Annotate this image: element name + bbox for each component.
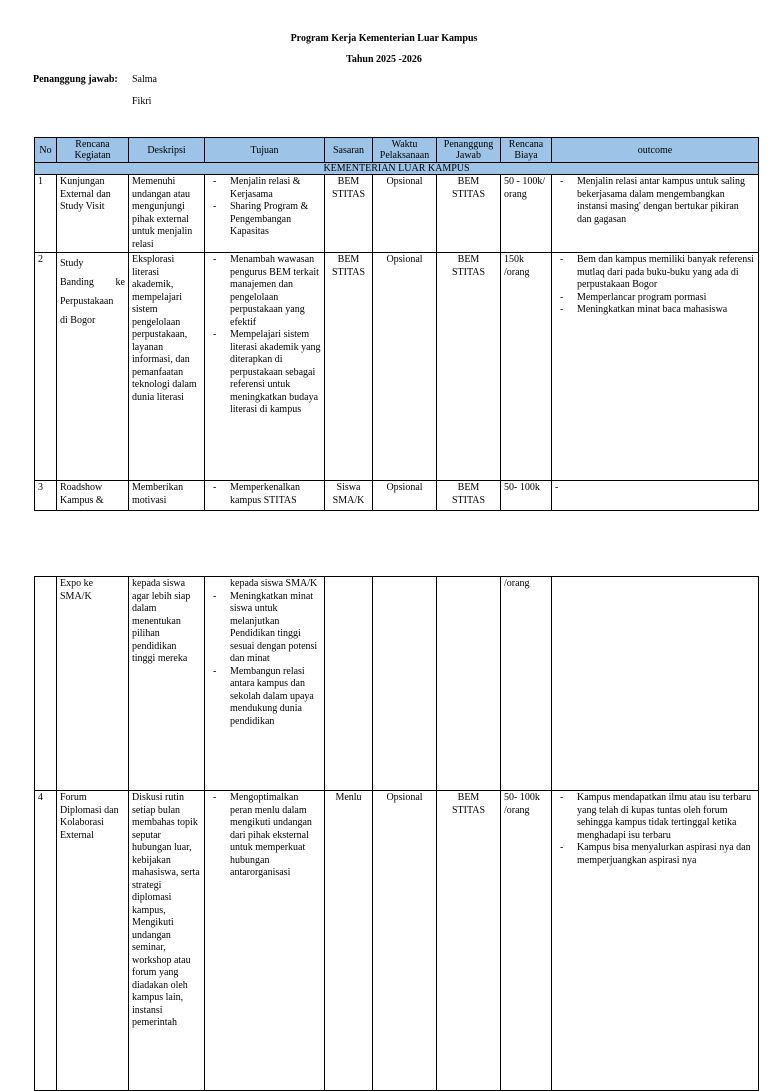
table-row — [35, 577, 759, 791]
row-outcome — [552, 791, 759, 1091]
row-kegiatan: Kunjungan External dan Study Visit — [57, 175, 129, 253]
document-year: Tahun 2025 -2026 — [346, 54, 422, 65]
program-table-continued — [34, 576, 759, 1091]
row-pj: BEM STITAS — [437, 481, 501, 511]
row-outcome — [552, 253, 759, 481]
outcome-item: - Kampus bisa menyalurkan aspirasi nya dan memperjuangkan aspirasi nya — [555, 842, 755, 867]
row-deskripsi: Eksplorasi literasi akademik, mempelajari sistem pengelolaan perpustakaan, layanan informasi, dan pemanfaatan teknologi dalam dunia literasi — [129, 253, 205, 481]
row-biaya: 50 - 100k/ orang — [501, 175, 552, 253]
tujuan-item: - Mempelajari sistem literasi akademik yang diterapkan di perpustakaan sebagai referensi untuk meningkatkan budaya literasi di kampus — [208, 329, 321, 417]
row-no: 1 — [35, 175, 57, 253]
header-outcome: outcome — [552, 138, 759, 163]
header-no: No — [35, 138, 57, 163]
tujuan-item: - Meningkatkan minat siswa untuk melanjutkan Pendidikan tinggi sesuai dengan potensi dan minat — [208, 591, 321, 666]
outcome-item: - Meningkatkan minat baca mahasiswa — [555, 304, 755, 317]
header-pj: Penanggung Jawab — [437, 138, 501, 163]
row-biaya: 50- 100k /orang — [501, 791, 552, 1091]
row-kegiatan — [57, 253, 129, 481]
row-waktu — [373, 577, 437, 791]
table-row — [35, 481, 759, 511]
row-deskripsi: Diskusi rutin setiap bulan membahas topik seputar hubungan luar, kebijakan mahasiswa, serta strategi diplomasi kampus, Mengikuti undangan seminar, workshop atau forum yang diadakan oleh kampus lain, instansi pemerintah — [129, 791, 205, 1091]
row-sasaran: BEM STITAS — [325, 175, 373, 253]
row-kegiatan: Expo ke SMA/K — [57, 577, 129, 791]
row-tujuan — [205, 253, 325, 481]
row-biaya: /orang — [501, 577, 552, 791]
row-waktu: Opsional — [373, 481, 437, 511]
outcome-item: - Kampus mendapatkan ilmu atau isu terbaru yang telah di kupas tuntas oleh forum sehingga kampus tidak tertinggal ketika menghadapi isu terbaru — [555, 792, 755, 842]
row-tujuan — [205, 791, 325, 1091]
tujuan-item: - Memperkenalkan kampus STITAS — [208, 482, 321, 507]
row-outcome: - — [552, 481, 759, 511]
row-no: 4 — [35, 791, 57, 1091]
row-sasaran: Menlu — [325, 791, 373, 1091]
row-pj: BEM STITAS — [437, 253, 501, 481]
row-tujuan — [205, 481, 325, 511]
row-waktu: Opsional — [373, 175, 437, 253]
kegiatan-line: Study — [60, 258, 84, 269]
section-row — [35, 163, 759, 175]
header-waktu: Waktu Pelaksanaan — [373, 138, 437, 163]
row-sasaran — [325, 577, 373, 791]
tujuan-item: - Mengoptimalkan peran menlu dalam mengikuti undangan dari pihak eksternal untuk memperkuat hubungan antarorganisasi — [208, 792, 321, 880]
header-tujuan: Tujuan — [205, 138, 325, 163]
outcome-item: - Bem dan kampus memiliki banyak referensi mutlaq dari pada buku-buku yang ada di perpustakaan Bogor — [555, 254, 755, 292]
row-biaya: 50- 100k — [501, 481, 552, 511]
table-row — [35, 175, 759, 253]
table-row — [35, 253, 759, 481]
kegiatan-line: di Bogor — [60, 315, 96, 326]
tujuan-item: - Sharing Program & Pengembangan Kapasitas — [208, 201, 321, 239]
document-title: Program Kerja Kementerian Luar Kampus — [290, 33, 478, 44]
header-sasaran: Sasaran — [325, 138, 373, 163]
row-waktu: Opsional — [373, 791, 437, 1091]
row-waktu: Opsional — [373, 253, 437, 481]
row-pj: BEM STITAS — [437, 175, 501, 253]
header-deskripsi: Deskripsi — [129, 138, 205, 163]
pj-label: Penanggung jawab: — [33, 74, 118, 85]
section-label: KEMENTERIAN LUAR KAMPUS — [35, 163, 759, 175]
row-no — [35, 577, 57, 791]
row-deskripsi: Memenuhi undangan atau mengunjungi pihak external untuk menjalin relasi — [129, 175, 205, 253]
row-outcome — [552, 577, 759, 791]
table-row — [35, 791, 759, 1091]
pj-name-2: Fikri — [132, 96, 152, 107]
tujuan-item: - Menambah wawasan pengurus BEM terkait manajemen dan pengelolaan perpustakaan yang efektif — [208, 254, 321, 329]
header-kegiatan: Rencana Kegiatan — [57, 138, 129, 163]
row-sasaran: BEM STITAS — [325, 253, 373, 481]
kegiatan-line: Perpustakaan — [60, 296, 114, 307]
outcome-item: - Menjalin relasi antar kampus untuk saling bekerjasama dalam mengembangkan instansi masing' dengan bertukar pikiran dan gagasan — [555, 176, 755, 226]
header-biaya: Rencana Biaya — [501, 138, 552, 163]
program-table — [34, 137, 759, 511]
row-deskripsi: Memberikan motivasi — [129, 481, 205, 511]
kegiatan-line: Banding ke — [60, 277, 125, 288]
row-tujuan — [205, 577, 325, 791]
tujuan-continued: kepada siswa SMA/K — [230, 578, 318, 589]
row-sasaran: Siswa SMA/K — [325, 481, 373, 511]
row-deskripsi: kepada siswa agar lebih siap dalam menentukan pilihan pendidikan tinggi mereka — [129, 577, 205, 791]
row-no: 2 — [35, 253, 57, 481]
row-no: 3 — [35, 481, 57, 511]
row-kegiatan: Forum Diplomasi dan Kolaborasi External — [57, 791, 129, 1091]
pj-name-1: Salma — [132, 74, 157, 85]
row-pj: BEM STITAS — [437, 791, 501, 1091]
outcome-item: - Memperlancar program pormasi — [555, 292, 755, 305]
tujuan-item: - Membangun relasi antara kampus dan sekolah dalam upaya mendukung dunia pendidikan — [208, 666, 321, 729]
row-outcome — [552, 175, 759, 253]
tujuan-item: - Menjalin relasi & Kerjasama — [208, 176, 321, 201]
table-header-row — [35, 138, 759, 163]
row-biaya: 150k /orang — [501, 253, 552, 481]
row-pj — [437, 577, 501, 791]
row-tujuan — [205, 175, 325, 253]
row-kegiatan: Roadshow Kampus & — [57, 481, 129, 511]
